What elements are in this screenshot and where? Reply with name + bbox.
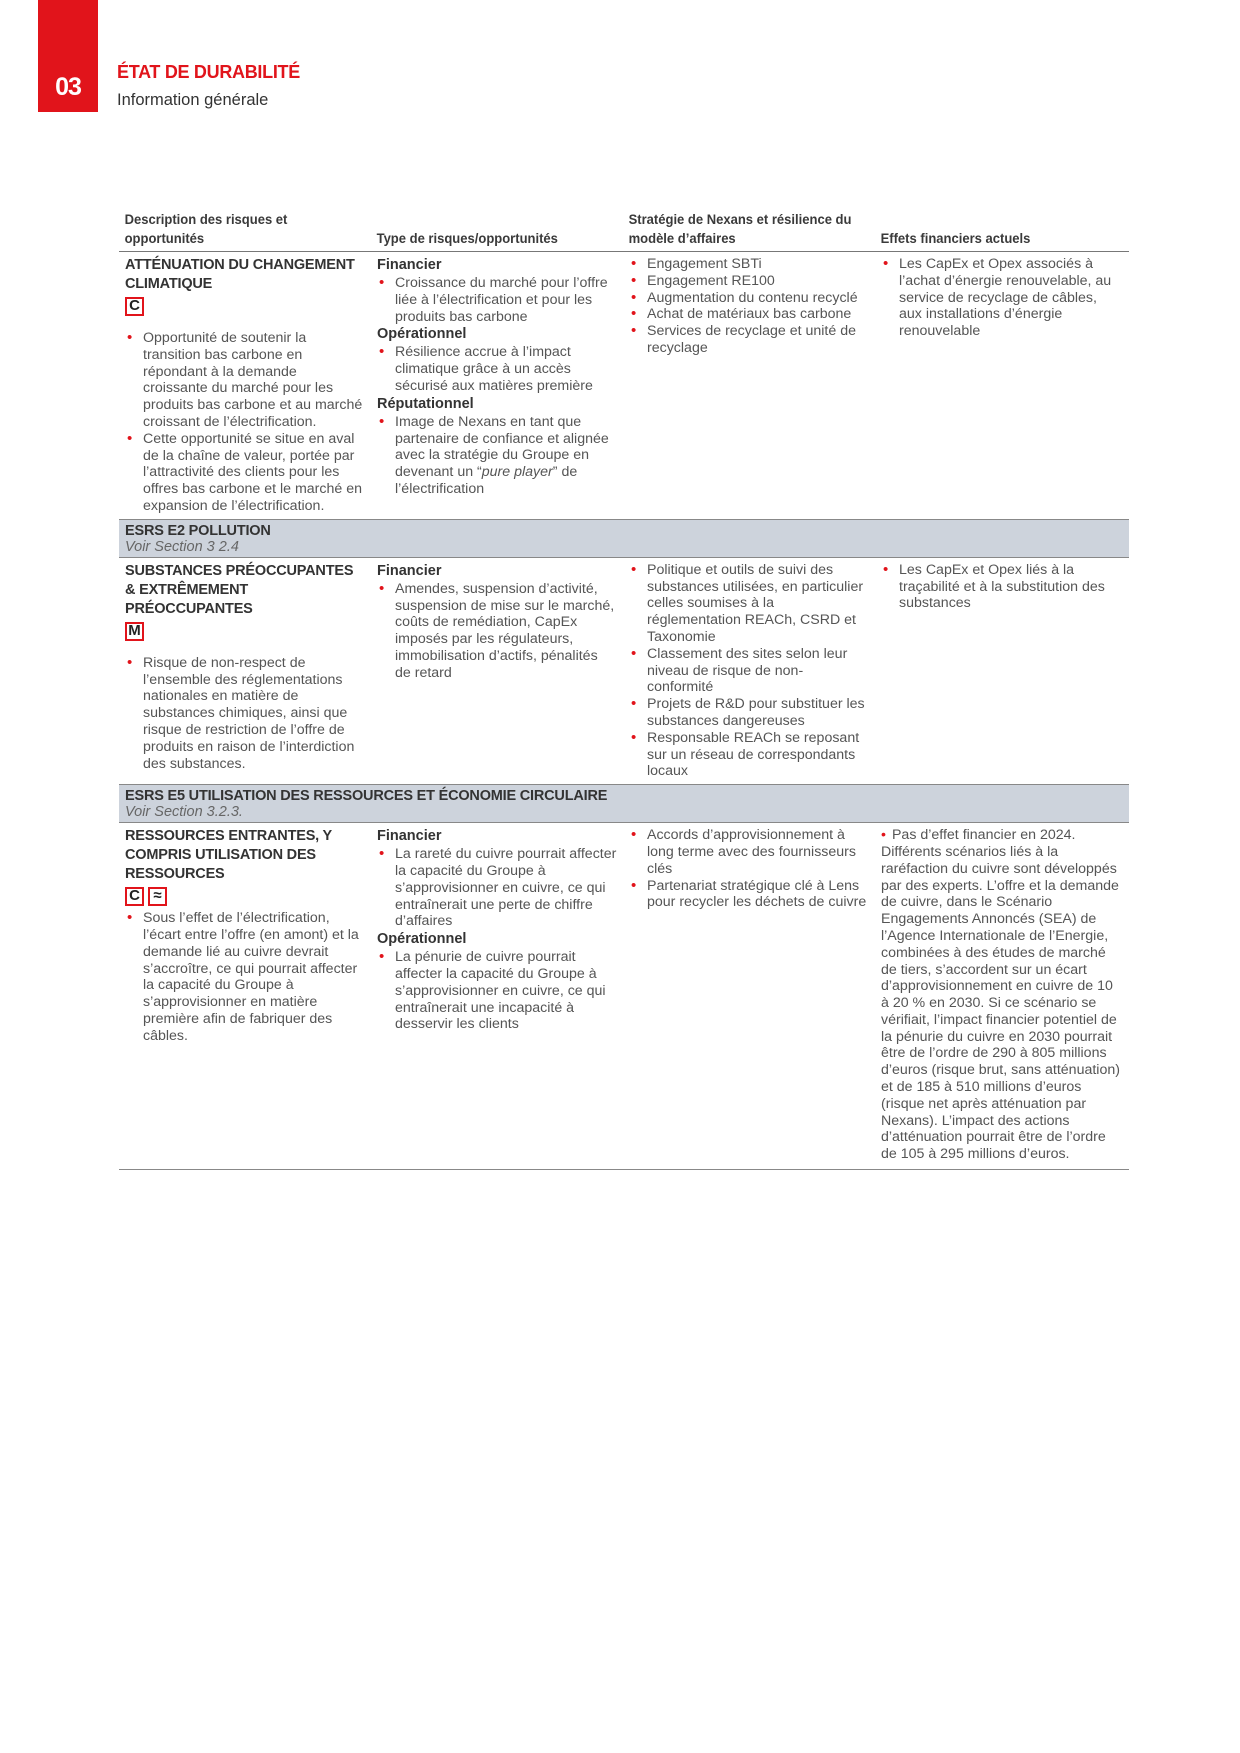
description-cell bbox=[119, 256, 371, 515]
list-item: • Risque de non-respect de l’ensemble des réglementations nationales en matière de substances chimiques, ainsi que risque de restriction de l’offre de produits en raison de l’interdiction des substances. bbox=[125, 655, 365, 773]
list-item: • Sous l’effet de l’électrification, l’écart entre l’offre (en amont) et la demande lié au cuivre devrait s’accroître, ce qui pourrait affecter la capacité du Groupe à s’approvisionner en matière première afin de fabriquer des câbles. bbox=[125, 910, 365, 1044]
band-reference: Voir Section 3 2.4 bbox=[125, 538, 239, 555]
list-item: • Services de recyclage et unité de recyclage bbox=[629, 323, 869, 357]
description-cell bbox=[119, 562, 371, 780]
type-cell bbox=[371, 562, 623, 780]
section-band bbox=[119, 519, 1129, 558]
list-item: • Engagement SBTi bbox=[629, 256, 869, 273]
strategy-cell bbox=[623, 562, 875, 780]
type-label: Financier bbox=[377, 828, 442, 845]
list-item: • Augmentation du contenu recyclé bbox=[629, 290, 869, 307]
band-reference: Voir Section 3.2.3. bbox=[125, 804, 243, 821]
effects-cell bbox=[875, 827, 1127, 1163]
list-item: • Partenariat stratégique clé à Lens pour recycler les déchets de cuivre bbox=[629, 878, 869, 912]
description-cell bbox=[119, 827, 371, 1163]
climate-badge: C bbox=[125, 887, 144, 906]
approx-badge: ≈ bbox=[148, 887, 167, 906]
badge-group bbox=[125, 622, 365, 641]
effects-cell bbox=[875, 256, 1127, 515]
type-label: Réputationnel bbox=[377, 395, 474, 412]
list-item: • Les CapEx et Opex associés à l’achat d’énergie renouvelable, au service de recyclage de câbles, aux installations d’énergie renouvelable bbox=[881, 256, 1121, 340]
type-cell bbox=[371, 256, 623, 515]
effects-cell bbox=[875, 562, 1127, 780]
list-item: • Achat de matériaux bas carbone bbox=[629, 306, 869, 323]
section-band bbox=[119, 784, 1129, 823]
risk-title: SUBSTANCES PRÉOCCUPANTES & EXTRÊMEMENT PRÉOCCUPANTES bbox=[125, 562, 354, 617]
type-label: Financier bbox=[377, 562, 442, 579]
subsection-title: Information générale bbox=[117, 91, 269, 109]
effects-lead: Pas d’effet financier en 2024. bbox=[891, 827, 1076, 844]
materiality-badge: M bbox=[125, 622, 144, 641]
list-item: • Accords d’approvisionnement à long terme avec des fournisseurs clés bbox=[629, 827, 869, 877]
list-item: • Cette opportunité se situe en aval de la chaîne de valeur, portée par l’attractivité des clients pour les offres bas carbone et le marché en expansion de l’électrification. bbox=[125, 431, 365, 515]
badge-group bbox=[125, 297, 365, 316]
list-item: • Classement des sites selon leur niveau de risque de non-conformité bbox=[629, 646, 869, 696]
list-item: • Amendes, suspension d’activité, suspension de mise sur le marché, coûts de remédiation, CapEx imposés par les régulateurs, immobilisation d’actifs, pénalités de retard bbox=[377, 581, 617, 682]
badge-group bbox=[125, 887, 365, 906]
table-header bbox=[119, 210, 1129, 252]
item-text: Image de Nexans en tant que partenaire de confiance et alignée avec la stratégie du Groupe en devenant un bbox=[395, 413, 609, 481]
list-item: • Les CapEx et Opex liés à la traçabilité et à la substitution des substances bbox=[881, 562, 1121, 612]
section-title: ÉTAT DE DURABILITÉ bbox=[117, 62, 300, 82]
effects-paragraph bbox=[881, 827, 1121, 1163]
list-item: • Opportunité de soutenir la transition bas carbone en répondant à la demande croissante du marché pour les produits bas carbone et au marché croissant de l’électrification. bbox=[125, 330, 365, 431]
strategy-cell bbox=[623, 256, 875, 515]
table-row bbox=[119, 252, 1129, 519]
list-item: • Résilience accrue à l’impact climatique grâce à un accès sécurisé aux matières première bbox=[377, 344, 617, 394]
effects-detail: Différents scénarios liés à la raréfaction du cuivre sont développés par des experts. L’offre et la demande de cuivre, dans le Scénario Engagements Annoncés (SEA) de l’Agence Internationale de l’Energie, combinées à des études de marché de tiers, s’accordent sur un écart d’approvisionnement en cuivre de 10 à 20 % en 2030. Si ce scénario se vérifiait, l’impact financier potentiel de la pénurie du cuivre en 2030 pourrait être de l’ordre de 290 à 805 millions d’euros (risque brut, sans atténuation) et de 185 à 510 millions d’euros (risque net après atténuation par Nexans). L’impact des actions d’atténuation pourrait être de l’ordre de 105 à 295 millions d’euros. bbox=[881, 843, 1120, 1163]
list-item: • Image de Nexans en tant que partenaire de confiance et alignée avec la stratégie du Groupe en devenant un “pure player” de l’électrification bbox=[377, 414, 617, 498]
table-row bbox=[119, 823, 1129, 1163]
type-cell bbox=[371, 827, 623, 1163]
band-title: ESRS E5 UTILISATION DES RESSOURCES ET ÉCONOMIE CIRCULAIRE bbox=[125, 788, 608, 805]
table-row bbox=[119, 558, 1129, 784]
strategy-cell bbox=[623, 827, 875, 1163]
band-title: ESRS E2 POLLUTION bbox=[125, 522, 271, 539]
risk-title: RESSOURCES ENTRANTES, Y COMPRIS UTILISATION DES RESSOURCES bbox=[125, 828, 332, 883]
list-item: • Responsable REACh se reposant sur un réseau de correspondants locaux bbox=[629, 730, 869, 780]
type-label: Opérationnel bbox=[377, 931, 467, 948]
list-item: • Croissance du marché pour l’offre liée à l’électrification et pour les produits bas carbone bbox=[377, 275, 617, 325]
list-item: • La rareté du cuivre pourrait affecter la capacité du Groupe à s’approvisionner en cuivre, ce qui entraînerait une perte de chiffre d’affaires bbox=[377, 846, 617, 930]
column-header: Type de risques/opportunités bbox=[376, 230, 558, 246]
chapter-number: 03 bbox=[55, 73, 81, 101]
list-item: • Engagement RE100 bbox=[629, 273, 869, 290]
list-item: • Politique et outils de suivi des substances utilisées, en particulier celles soumises à la réglementation REACh, CSRD et Taxonomie bbox=[629, 562, 869, 646]
column-header: Description des risques et opportunités bbox=[124, 211, 288, 246]
item-text: de l’électrification bbox=[395, 464, 578, 497]
climate-badge: C bbox=[125, 297, 144, 316]
list-item: • La pénurie de cuivre pourrait affecter la capacité du Groupe à s’approvisionner en cuivre, ce qui entraînerait une incapacité à desservir les clients bbox=[377, 949, 617, 1033]
bullet-icon: • bbox=[881, 827, 886, 844]
risk-title: ATTÉNUATION DU CHANGEMENT CLIMATIQUE bbox=[125, 257, 355, 292]
type-label: Opérationnel bbox=[377, 326, 467, 343]
column-header: Stratégie de Nexans et résilience du modèle d’affaires bbox=[628, 211, 852, 246]
list-item: • Projets de R&D pour substituer les substances dangereuses bbox=[629, 696, 869, 730]
table-bottom-rule bbox=[119, 1169, 1129, 1170]
type-label: Financier bbox=[377, 257, 442, 273]
chapter-tab bbox=[38, 0, 98, 112]
risk-table bbox=[119, 210, 1129, 1170]
column-header: Effets financiers actuels bbox=[880, 230, 1031, 246]
item-emphasis: pure player bbox=[481, 464, 553, 481]
